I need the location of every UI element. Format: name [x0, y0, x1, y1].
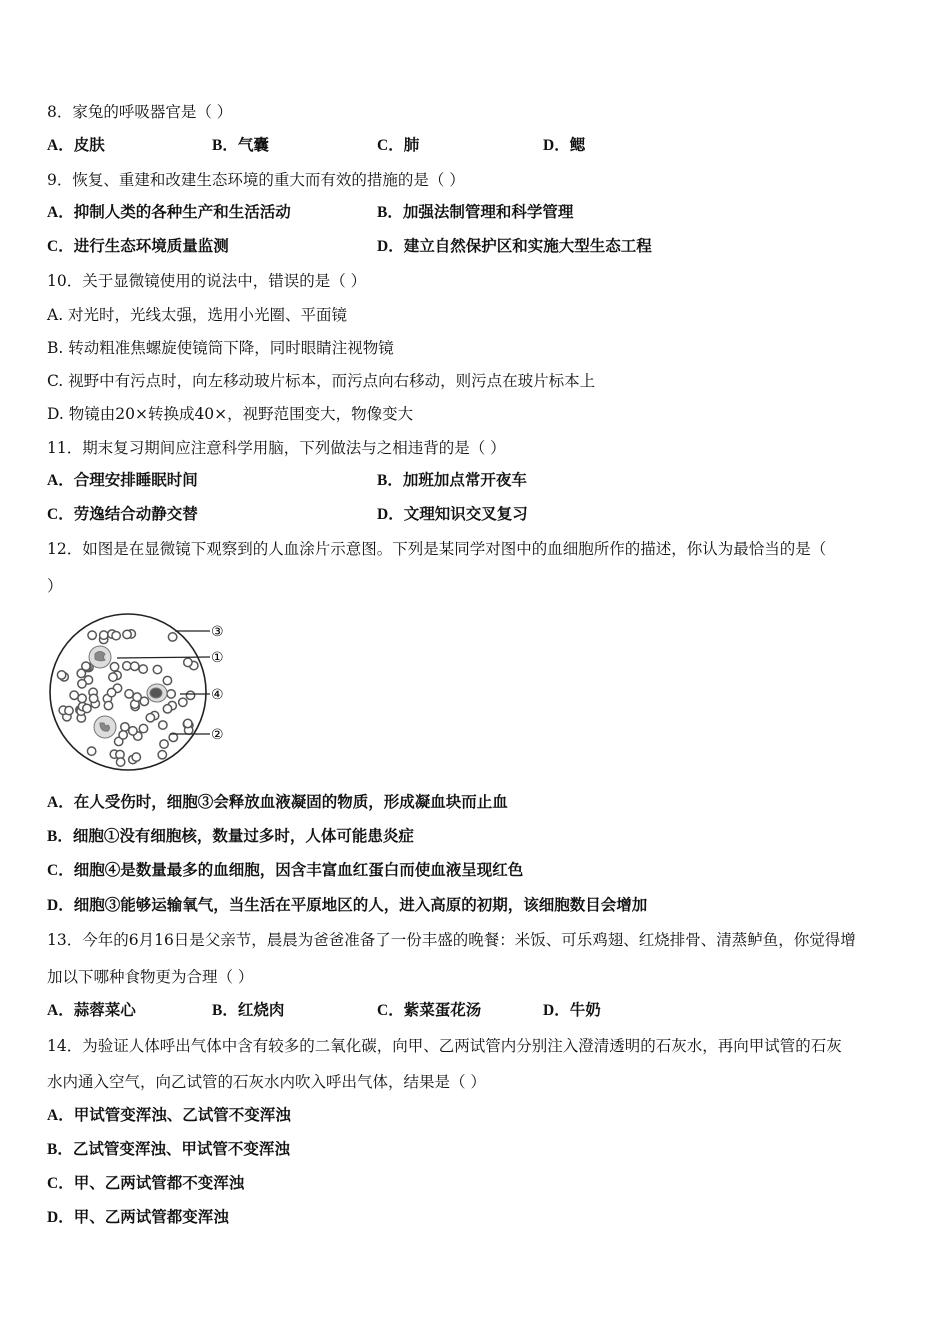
q11-option-a: A．合理安排睡眠时间 [47, 472, 198, 489]
question-11-stem: 11．期末复习期间应注意科学用脑，下列做法与之相违背的是（ ） [47, 439, 506, 457]
q8-option-d: D．鳃 [543, 137, 586, 154]
red-blood-cell [184, 719, 192, 727]
red-blood-cell [78, 680, 86, 688]
red-blood-cell [139, 724, 147, 732]
red-blood-cell [109, 673, 117, 681]
red-blood-cell [132, 753, 140, 761]
q9-option-b: B．加强法制管理和科学管理 [377, 204, 574, 221]
red-blood-cell [140, 697, 148, 705]
question-9-stem: 9．恢复、重建和改建生态环境的重大而有效的措施的是（ ） [47, 171, 465, 189]
red-blood-cell [87, 747, 95, 755]
red-blood-cell [179, 698, 187, 706]
q14-option-b: B．乙试管变浑浊、甲试管不变浑浊 [47, 1141, 290, 1158]
q10-option-a: A. 对光时，光线太强，选用小光圈、平面镜 [47, 306, 348, 324]
red-blood-cell [129, 727, 137, 735]
q12-option-d: D．细胞③能够运输氧气，当生活在平原地区的人，进入高原的初期，该细胞数目会增加 [47, 897, 648, 914]
red-blood-cell [82, 662, 90, 670]
question-10-stem: 10．关于显微镜使用的说法中，错误的是（ ） [47, 272, 367, 290]
question-12-stem: 12．如图是在显微镜下观察到的人血涂片示意图。下列是某同学对图中的血细胞所作的描述，你认为最恰当的是（ [47, 540, 827, 558]
q10-option-c: C. 视野中有污点时，向左移动玻片标本，而污点向右移动，则污点在玻片标本上 [47, 372, 596, 390]
q14-option-d: D．甲、乙两试管都变浑浊 [47, 1209, 229, 1226]
red-blood-cell [163, 676, 171, 684]
question-14-stem-cont: 水内通入空气，向乙试管的石灰水内吹入呼出气体，结果是（ ） [47, 1073, 486, 1091]
q8-option-a: A．皮肤 [47, 137, 105, 154]
q8-option-c: C．肺 [377, 137, 420, 154]
q14-option-a: A．甲试管变浑浊、乙试管不变浑浊 [47, 1107, 291, 1124]
red-blood-cell [107, 688, 115, 696]
red-blood-cell [168, 633, 176, 641]
question-13-stem-cont: 加以下哪种食物更为合理（ ） [47, 968, 254, 986]
red-blood-cell [104, 701, 112, 709]
red-blood-cell [89, 694, 97, 702]
q13-option-b: B．红烧肉 [212, 1002, 285, 1019]
label-3: ③ [211, 624, 224, 640]
red-blood-cell [186, 691, 194, 699]
q9-option-c: C．进行生态环境质量监测 [47, 238, 229, 255]
red-blood-cell [159, 721, 167, 729]
q13-option-a: A．蒜蓉菜心 [47, 1002, 136, 1019]
q12-option-a: A．在人受伤时，细胞③会释放血液凝固的物质，形成凝血块而止血 [47, 794, 508, 811]
red-blood-cell [116, 758, 124, 766]
red-blood-cell [146, 713, 154, 721]
question-14-stem: 14．为验证人体呼出气体中含有较多的二氧化碳，向甲、乙两试管内分别注入澄清透明的石灰水，再向甲试管的石灰 [47, 1037, 842, 1055]
q12-option-b: B．细胞①没有细胞核，数量过多时，人体可能患炎症 [47, 828, 414, 845]
red-blood-cell [121, 723, 129, 731]
label-2: ② [211, 727, 224, 743]
question-8-stem: 8．家兔的呼吸器官是（ ） [47, 103, 233, 121]
red-blood-cell [158, 751, 166, 759]
q11-option-d: D．文理知识交叉复习 [377, 506, 528, 523]
red-blood-cell [88, 631, 96, 639]
red-blood-cell [167, 690, 175, 698]
blood-cells [57, 630, 198, 767]
question-12-stem-cont: ） [47, 577, 63, 595]
red-blood-cell [110, 663, 118, 671]
red-blood-cell [100, 631, 108, 639]
q10-option-b: B. 转动粗准焦螺旋使镜筒下降，同时眼睛注视物镜 [47, 339, 394, 357]
q10-option-d: D. 物镜由20×转换成40×，视野范围变大，物像变大 [47, 405, 414, 423]
label-4: ④ [211, 687, 224, 703]
red-blood-cell [123, 630, 131, 638]
q14-option-c: C．甲、乙两试管都不变浑浊 [47, 1175, 245, 1192]
red-blood-cell [131, 662, 139, 670]
q9-option-d: D．建立自然保护区和实施大型生态工程 [377, 238, 652, 255]
red-blood-cell [65, 706, 73, 714]
question-13-stem: 13．今年的6月16日是父亲节，晨晨为爸爸准备了一份丰盛的晚餐：米饭、可乐鸡翅、红烧排骨、清蒸鲈鱼，你觉得增 [47, 931, 856, 949]
red-blood-cell [153, 665, 161, 673]
q12-option-c: C．细胞④是数量最多的血细胞，因含丰富血红蛋白而使血液呈现红色 [47, 862, 524, 879]
red-blood-cell [163, 705, 171, 713]
q8-option-b: B．气囊 [212, 137, 269, 154]
red-blood-cell [57, 671, 65, 679]
red-blood-cell [139, 665, 147, 673]
q11-option-b: B．加班加点常开夜车 [377, 472, 527, 489]
red-blood-cell [160, 740, 168, 748]
red-blood-cell [78, 694, 86, 702]
q11-option-c: C．劳逸结合动静交替 [47, 506, 198, 523]
red-blood-cell [70, 691, 78, 699]
red-blood-cell [119, 731, 127, 739]
red-blood-cell [83, 704, 91, 712]
blood-smear-figure [45, 610, 245, 780]
red-blood-cell [125, 690, 133, 698]
red-blood-cell [184, 658, 192, 666]
label-1: ① [211, 650, 224, 666]
q13-option-c: C．紫菜蛋花汤 [377, 1002, 482, 1019]
red-blood-cell [112, 631, 120, 639]
q9-option-a: A．抑制人类的各种生产和生活活动 [47, 204, 291, 221]
q13-option-d: D．牛奶 [543, 1002, 601, 1019]
